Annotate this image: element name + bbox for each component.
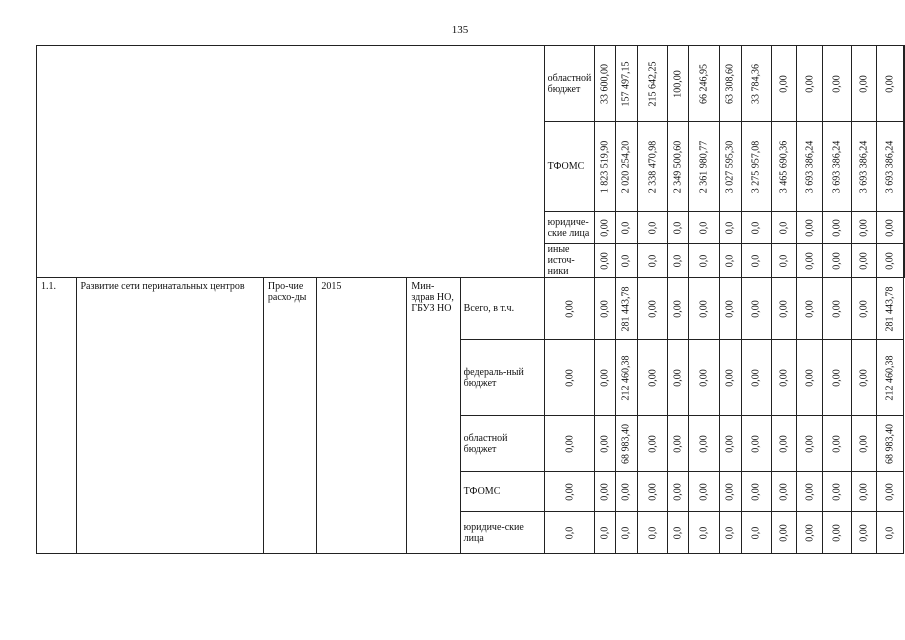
value-text: 0,00 [831, 299, 843, 318]
value-text: 0,00 [599, 368, 611, 387]
value-cell [741, 512, 771, 554]
value-text [904, 138, 905, 196]
value-text: 212 460,38 [884, 355, 896, 400]
value-text: 0,0 [724, 254, 736, 267]
value-cell [823, 416, 852, 472]
value-text: 0,00 [750, 482, 762, 501]
value-text: 0,00 [858, 523, 870, 542]
value-cell [615, 122, 637, 212]
value-text: 0,0 [599, 526, 611, 539]
value-cell [823, 278, 852, 340]
value-text: 0,00 [672, 434, 684, 453]
value-text: 63 308,60 [724, 63, 736, 104]
value-cell [876, 472, 903, 512]
value-cell [544, 278, 595, 340]
value-text: 100,00 [672, 69, 684, 98]
value-text: 215 642,25 [647, 61, 659, 106]
value-cell [668, 122, 688, 212]
value-text: 0,00 [647, 434, 659, 453]
value-text: 68 983,40 [620, 423, 632, 464]
value-cell [876, 46, 903, 122]
value-text: 281 443,78 [884, 286, 896, 331]
value-cell [615, 212, 637, 244]
value-text: 0,0 [620, 526, 632, 539]
financing-table [36, 45, 905, 554]
value-cell [771, 244, 796, 278]
item-period: 2015 [317, 278, 407, 554]
value-cell [771, 416, 796, 472]
value-cell [719, 416, 741, 472]
value-text: 0,00 [599, 218, 611, 237]
value-text: 0,00 [750, 299, 762, 318]
value-cell [595, 278, 615, 340]
value-text: 0,00 [778, 368, 790, 387]
value-text: 0,0 [698, 254, 710, 267]
value-text: 212 460,38 [620, 355, 632, 400]
value-text: 0,0 [672, 254, 684, 267]
value-cell [638, 244, 668, 278]
value-cell [852, 122, 876, 212]
value-text: 0,00 [831, 368, 843, 387]
value-text: 0,00 [564, 434, 575, 453]
value-text: 0,0 [698, 526, 710, 539]
value-cell [904, 212, 905, 244]
value-text: 0,00 [858, 251, 870, 270]
value-cell [688, 416, 719, 472]
value-cell [741, 416, 771, 472]
value-text: 0,00 [698, 299, 710, 318]
value-cell [595, 122, 615, 212]
value-text: 33 600,00 [599, 63, 611, 104]
value-cell [823, 512, 852, 554]
value-cell [823, 340, 852, 416]
value-cell [876, 416, 903, 472]
value-text: 0,00 [564, 368, 575, 387]
value-cell [668, 472, 688, 512]
value-text: 0,00 [831, 218, 843, 237]
value-cell [741, 472, 771, 512]
value-text: 0,00 [804, 482, 816, 501]
value-text: 0,00 [804, 218, 816, 237]
value-cell [668, 512, 688, 554]
value-cell [771, 472, 796, 512]
value-text: 0,00 [884, 74, 896, 93]
value-cell [823, 46, 852, 122]
value-cell [615, 472, 637, 512]
page-number: 135 [451, 24, 469, 36]
value-cell [544, 416, 595, 472]
value-cell [668, 416, 688, 472]
value-cell [688, 212, 719, 244]
value-text: 0,00 [831, 482, 843, 501]
value-cell [688, 244, 719, 278]
value-cell [595, 416, 615, 472]
funding-source: ТФОМС [460, 472, 544, 512]
value-cell [852, 340, 876, 416]
table-row [37, 278, 905, 340]
value-text: 33 784,36 [750, 63, 762, 104]
value-cell [544, 472, 595, 512]
value-text: 0,00 [724, 434, 736, 453]
value-text: 0,00 [831, 434, 843, 453]
value-text: 0,00 [698, 434, 710, 453]
value-text: 0,00 [804, 299, 816, 318]
value-cell [719, 46, 741, 122]
value-text: 0,0 [750, 254, 762, 267]
value-cell [719, 472, 741, 512]
value-cell [638, 340, 668, 416]
value-text: 157 497,15 [620, 61, 632, 106]
item-name: Развитие сети перинатальных центров [76, 278, 263, 554]
value-cell [876, 212, 903, 244]
value-cell [876, 340, 903, 416]
value-text: 0,00 [599, 434, 611, 453]
value-text: 0,00 [672, 482, 684, 501]
value-text: 0,00 [778, 74, 790, 93]
value-text: 3 465 690,36 [778, 140, 790, 193]
value-cell [719, 122, 741, 212]
value-cell [797, 244, 823, 278]
value-cell [876, 278, 903, 340]
value-cell [719, 244, 741, 278]
value-text: 2 338 470,98 [647, 140, 659, 193]
value-text: 0,00 [884, 218, 896, 237]
value-cell [771, 340, 796, 416]
value-text: 0,00 [778, 523, 790, 542]
funding-source: иные источ-ники [544, 244, 595, 278]
value-cell [615, 416, 637, 472]
value-text: 0,00 [831, 74, 843, 93]
value-text: 0,00 [804, 368, 816, 387]
funding-source: юридиче-ские лица [544, 212, 595, 244]
funding-source: ТФОМС [544, 122, 595, 212]
value-text: 0,0 [620, 254, 632, 267]
value-text [904, 61, 905, 106]
value-cell [688, 472, 719, 512]
value-cell [595, 512, 615, 554]
value-cell [823, 212, 852, 244]
value-text: 1 823 519,90 [599, 140, 611, 193]
value-text: 0,0 [778, 221, 790, 234]
value-cell [741, 278, 771, 340]
value-cell [688, 512, 719, 554]
value-cell [719, 278, 741, 340]
value-cell [638, 122, 668, 212]
value-text: 2 349 500,60 [672, 140, 684, 193]
value-text: 0,00 [858, 482, 870, 501]
value-cell [688, 46, 719, 122]
value-cell [688, 340, 719, 416]
value-text: 0,00 [804, 251, 816, 270]
value-cell [741, 122, 771, 212]
value-cell [638, 472, 668, 512]
value-cell [668, 340, 688, 416]
value-cell [852, 278, 876, 340]
value-text: 2 020 254,20 [620, 140, 632, 193]
value-cell [876, 512, 903, 554]
value-cell [741, 212, 771, 244]
value-text [904, 252, 905, 270]
value-cell [638, 46, 668, 122]
value-text: 3 693 386,24 [884, 140, 896, 193]
value-text: 0,0 [620, 221, 632, 234]
value-cell [668, 46, 688, 122]
value-text: 0,00 [564, 482, 575, 501]
value-cell [797, 472, 823, 512]
value-cell [741, 244, 771, 278]
value-cell [797, 46, 823, 122]
value-text: 0,00 [858, 74, 870, 93]
expense-type: Про-чие расхо-ды [263, 278, 316, 554]
value-text: 0,00 [831, 523, 843, 542]
value-text: 0,0 [750, 526, 762, 539]
funding-source: Всего, в т.ч. [460, 278, 544, 340]
value-cell [638, 212, 668, 244]
value-cell [771, 278, 796, 340]
value-text: 66 246,95 [698, 63, 710, 104]
value-cell [595, 46, 615, 122]
value-cell [638, 278, 668, 340]
value-cell [688, 278, 719, 340]
value-cell [823, 244, 852, 278]
funding-source: юридиче-ские лица [460, 512, 544, 554]
value-cell [668, 244, 688, 278]
value-cell [771, 46, 796, 122]
value-cell [823, 122, 852, 212]
item-number: 1.1. [37, 278, 77, 554]
value-text: 0,0 [647, 526, 659, 539]
value-cell [668, 212, 688, 244]
value-cell [771, 212, 796, 244]
value-text: 0,00 [698, 482, 710, 501]
value-cell [904, 46, 905, 122]
value-cell [904, 244, 905, 278]
value-text: 0,0 [672, 526, 684, 539]
value-text: 0,00 [804, 523, 816, 542]
value-cell [741, 46, 771, 122]
value-cell [638, 512, 668, 554]
value-text: 0,00 [858, 299, 870, 318]
value-text: 3 693 386,24 [858, 140, 870, 193]
value-text: 0,0 [698, 221, 710, 234]
value-cell [595, 472, 615, 512]
value-text: 3 693 386,24 [804, 140, 816, 193]
value-text: 281 443,78 [620, 286, 632, 331]
value-text: 0,00 [884, 251, 896, 270]
value-cell [771, 122, 796, 212]
value-text: 0,0 [647, 254, 659, 267]
value-text: 0,0 [778, 254, 790, 267]
value-text: 0,00 [724, 368, 736, 387]
value-cell [595, 340, 615, 416]
value-cell [615, 244, 637, 278]
value-text: 0,00 [750, 434, 762, 453]
value-text: 0,00 [858, 434, 870, 453]
value-text: 0,0 [750, 221, 762, 234]
value-text: 0,0 [672, 221, 684, 234]
value-cell [852, 244, 876, 278]
value-text: 2 361 980,77 [698, 140, 710, 193]
value-text: 0,00 [724, 482, 736, 501]
value-text: 0,0 [884, 526, 896, 539]
value-text: 0,00 [831, 251, 843, 270]
value-cell [544, 512, 595, 554]
value-text: 3 693 386,24 [831, 140, 843, 193]
funding-source: областной бюджет [460, 416, 544, 472]
value-cell [876, 122, 903, 212]
value-text: 0,00 [750, 368, 762, 387]
value-text: 0,00 [804, 74, 816, 93]
value-cell [595, 212, 615, 244]
value-cell [771, 512, 796, 554]
value-text: 3 275 957,08 [750, 140, 762, 193]
value-text: 0,00 [778, 299, 790, 318]
value-text: 0,00 [599, 482, 611, 501]
continued-blank-cell [37, 46, 545, 278]
value-cell [852, 416, 876, 472]
value-text: 0,0 [564, 526, 575, 539]
table-row [37, 46, 905, 122]
value-cell [797, 278, 823, 340]
value-cell [797, 212, 823, 244]
value-cell [852, 46, 876, 122]
value-cell [852, 212, 876, 244]
value-cell [797, 340, 823, 416]
value-cell [668, 278, 688, 340]
value-cell [719, 212, 741, 244]
funding-source: областной бюджет [544, 46, 595, 122]
value-cell [688, 122, 719, 212]
value-text: 0,00 [672, 299, 684, 318]
value-cell [638, 416, 668, 472]
value-cell [852, 472, 876, 512]
value-text: 68 983,40 [884, 423, 896, 464]
value-cell [719, 340, 741, 416]
value-cell [544, 340, 595, 416]
value-text: 3 027 595,30 [724, 140, 736, 193]
value-text: 0,00 [858, 218, 870, 237]
value-text: 0,00 [599, 299, 611, 318]
value-text: 0,00 [858, 368, 870, 387]
value-cell [741, 340, 771, 416]
value-cell [876, 244, 903, 278]
value-cell [719, 512, 741, 554]
value-text: 0,00 [672, 368, 684, 387]
value-text: 0,00 [698, 368, 710, 387]
value-text: 0,00 [564, 299, 575, 318]
value-cell [823, 472, 852, 512]
value-cell [615, 46, 637, 122]
value-cell [904, 122, 905, 212]
value-text: 0,00 [778, 434, 790, 453]
value-cell [615, 340, 637, 416]
value-text [904, 219, 905, 237]
value-text: 0,00 [804, 434, 816, 453]
value-text: 0,0 [724, 221, 736, 234]
value-text: 0,00 [647, 482, 659, 501]
value-text: 0,0 [724, 526, 736, 539]
value-text: 0,00 [599, 251, 611, 270]
funding-source: федераль-ный бюджет [460, 340, 544, 416]
value-text: 0,00 [647, 299, 659, 318]
value-text: 0,00 [620, 482, 632, 501]
value-text: 0,00 [647, 368, 659, 387]
value-cell [797, 512, 823, 554]
value-text: 0,00 [778, 482, 790, 501]
value-cell [797, 416, 823, 472]
value-text: 0,00 [724, 299, 736, 318]
value-cell [615, 512, 637, 554]
value-text: 0,0 [647, 221, 659, 234]
value-text: 0,00 [884, 482, 896, 501]
value-cell [615, 278, 637, 340]
value-cell [797, 122, 823, 212]
value-cell [852, 512, 876, 554]
item-executor: Мин-здрав НО, ГБУЗ НО [407, 278, 460, 554]
value-cell [595, 244, 615, 278]
